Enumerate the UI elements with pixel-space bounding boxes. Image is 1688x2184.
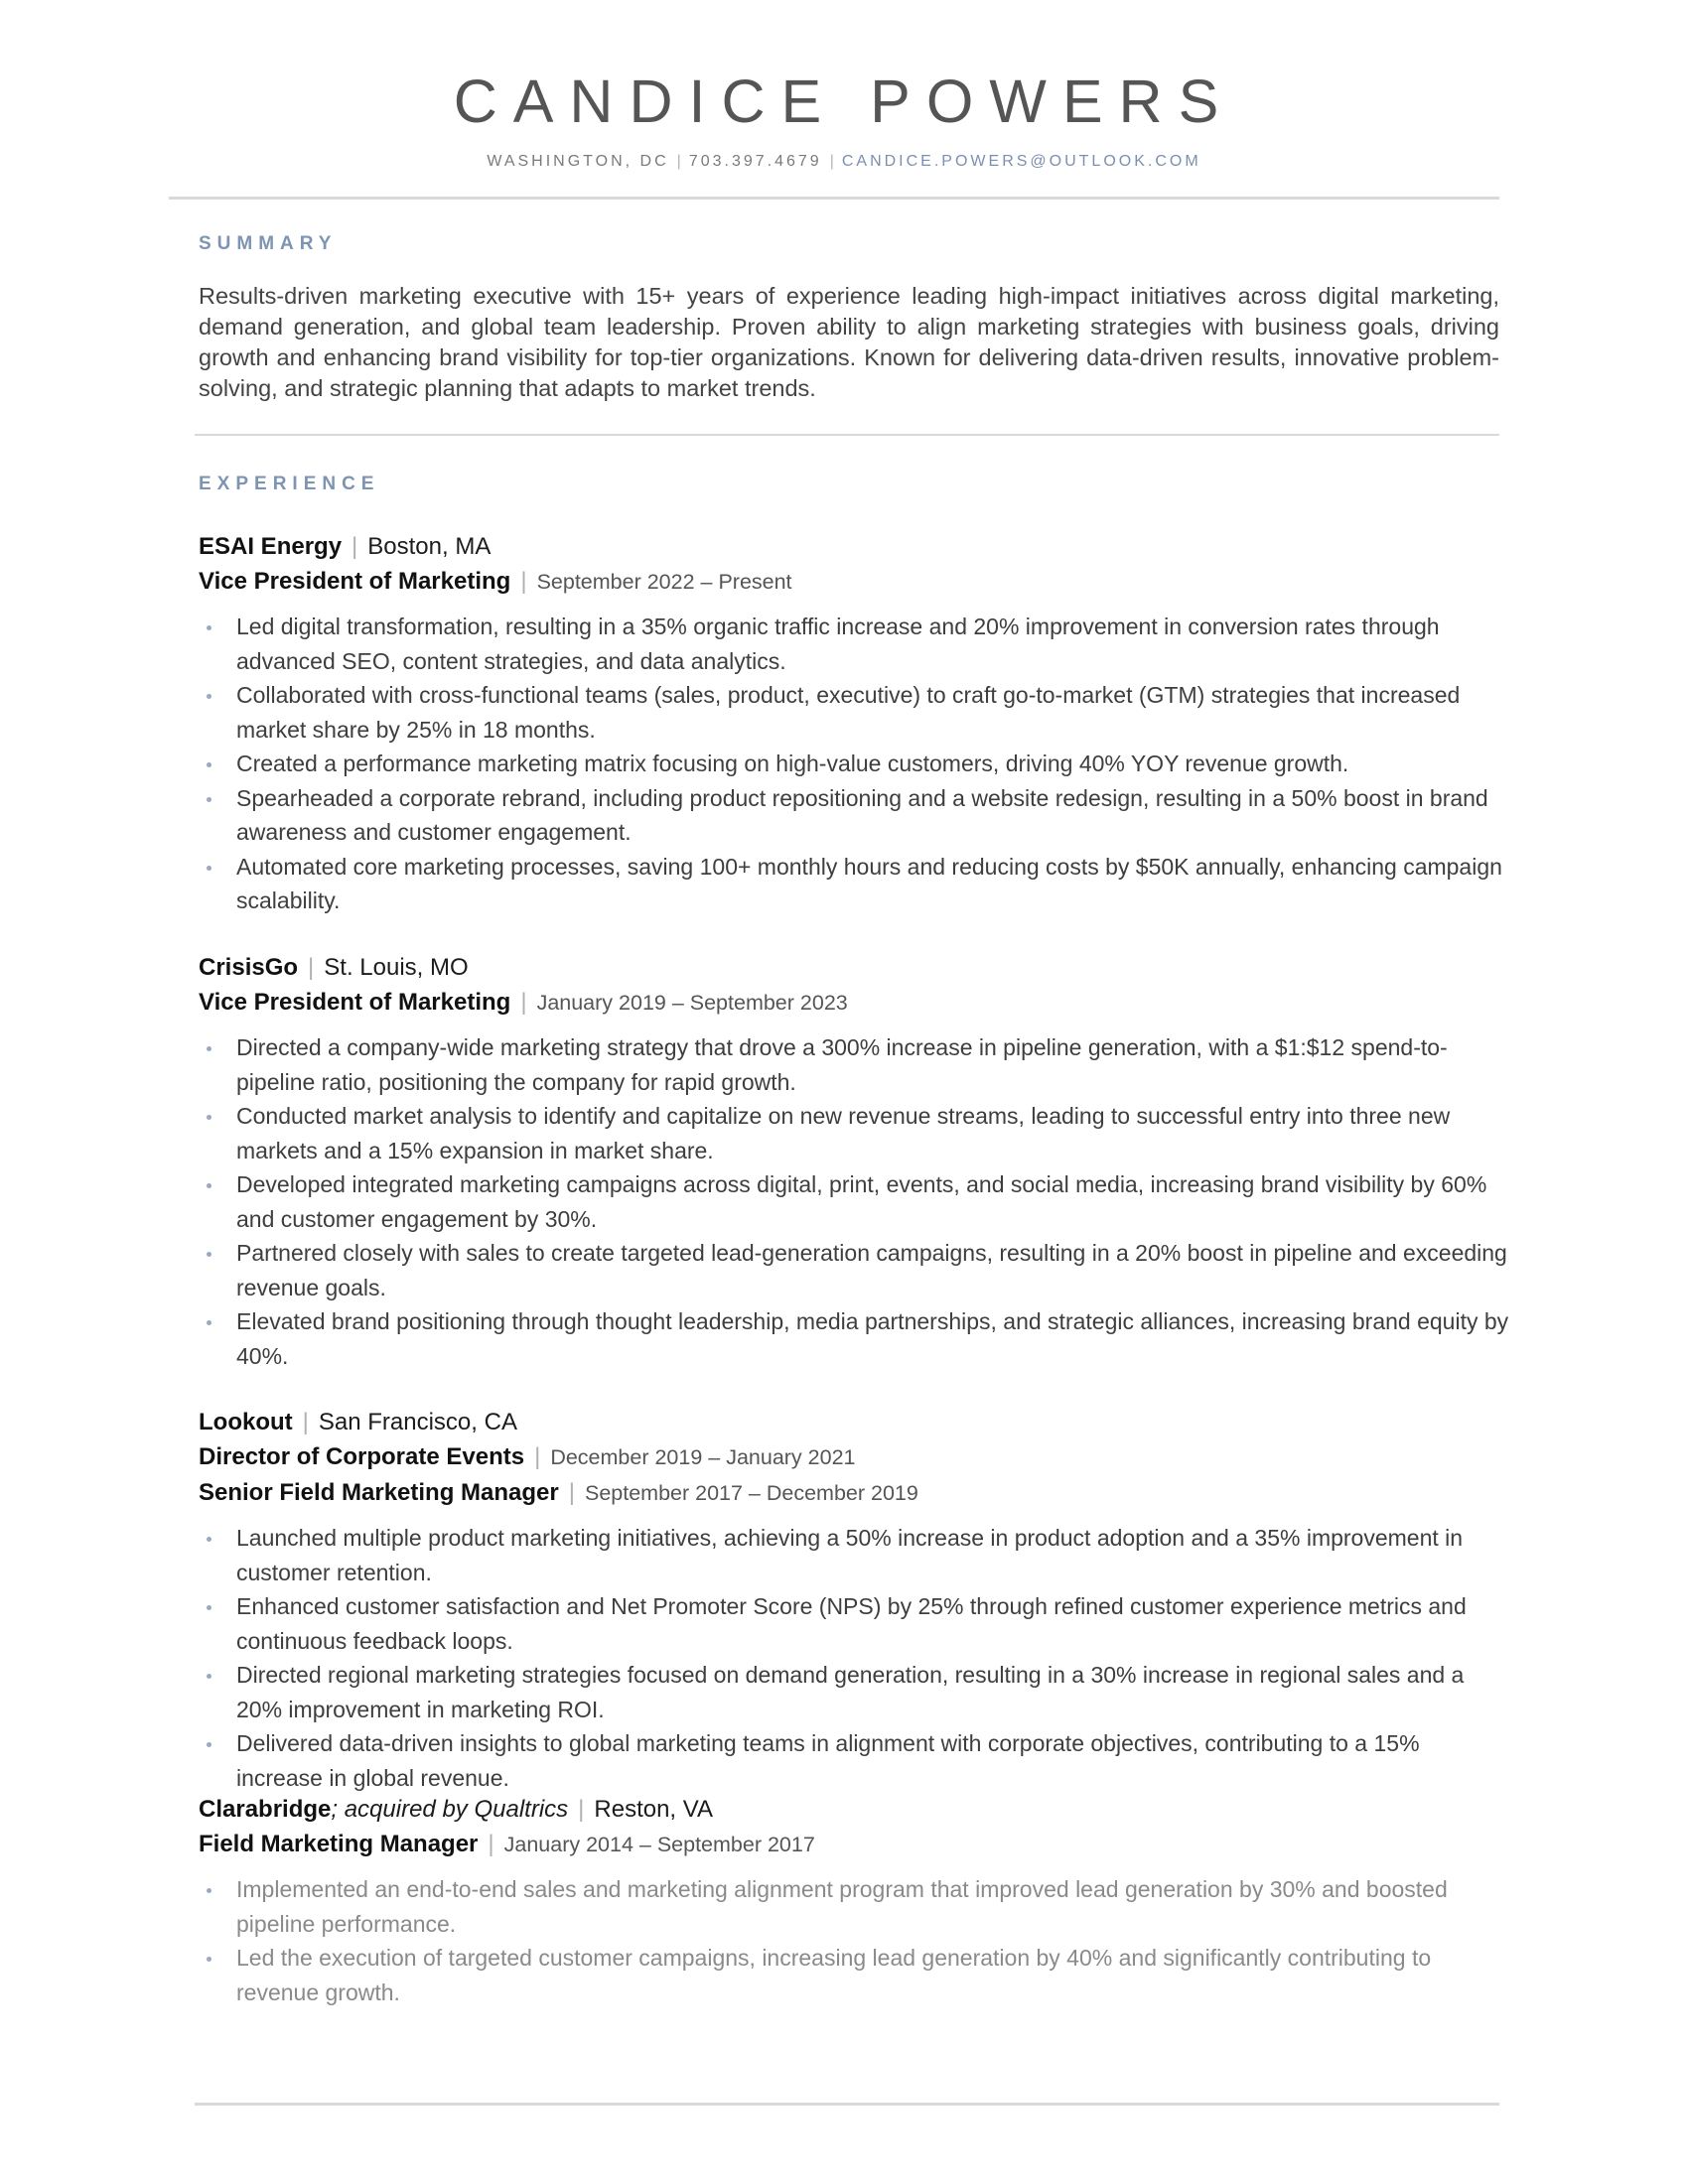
company-location: St. Louis, MO — [324, 954, 469, 981]
header-divider — [169, 197, 1499, 200]
bullet-text: Conducted market analysis to identify and capitalize on new revenue streams, leading to successful entry into three new markets and a 15% expansion in market share. — [236, 1103, 1451, 1163]
list-item — [199, 678, 1509, 747]
list-item — [199, 1658, 1509, 1726]
bullet-icon — [207, 1046, 211, 1051]
achievement-list — [199, 1872, 1509, 2009]
bullet-text: Collaborated with cross-functional teams (sales, product, executive) to craft go-to-market (GTM) strategies that increased market share by 25% in 18 months. — [236, 682, 1461, 743]
bullet-icon — [207, 694, 211, 699]
company-location: Reston, VA — [594, 1796, 714, 1823]
list-item — [199, 610, 1509, 678]
contact-phone: 703.397.4679 — [688, 153, 822, 170]
achievement-list — [199, 1521, 1509, 1795]
role-title: Field Marketing Manager — [199, 1831, 479, 1857]
footer-divider — [195, 2103, 1499, 2106]
bullet-icon — [207, 762, 211, 767]
pipe-separator: | — [308, 954, 315, 981]
bullet-text: Enhanced customer satisfaction and Net Promoter Score (NPS) by 25% through refined customer experience metrics and continuous feedback loops. — [236, 1593, 1467, 1654]
company-name: Clarabridge — [199, 1796, 332, 1823]
contact-separator: | — [829, 153, 834, 170]
bullet-icon — [207, 1183, 211, 1188]
list-item — [199, 850, 1509, 918]
pipe-separator: | — [302, 1409, 309, 1435]
summary-heading: SUMMARY — [199, 233, 338, 254]
list-item — [199, 1941, 1509, 2009]
role-dates: January 2019 – September 2023 — [536, 991, 848, 1015]
pipe-separator: | — [578, 1796, 585, 1823]
summary-text: Results-driven marketing executive with 15+ years of experience leading high-impact initiatives across digital marketing, demand generation, and global team leadership. Proven ability to align marketing strategies with business goals, driving growth and enhancing brand visibility for top-tier organizations. Known for delivering data-driven results, innovative problem-solving, and strategic planning that adapts to market trends. — [199, 283, 1499, 401]
role-title: Director of Corporate Events — [199, 1443, 525, 1470]
bullet-icon — [207, 1888, 211, 1893]
role-line — [199, 985, 1509, 1021]
job-entry-clarabridge — [199, 1792, 1509, 2009]
list-item — [199, 1030, 1509, 1099]
bullet-text: Spearheaded a corporate rebrand, including product repositioning and a website redesign, resulting in a 50% boost in brand awareness and customer engagement. — [236, 784, 1488, 845]
role-dates: September 2022 – Present — [536, 570, 792, 594]
company-name: ESAI Energy — [199, 533, 343, 560]
job-header — [199, 950, 1509, 985]
job-header — [199, 529, 1509, 564]
bullet-text: Delivered data-driven insights to global marketing teams in alignment with corporate objectives, contributing to a 15% increase in global revenue. — [236, 1730, 1420, 1791]
bullet-icon — [207, 866, 211, 871]
bullet-text: Partnered closely with sales to create targeted lead-generation campaigns, resulting in a 20% boost in pipeline and exceeding revenue goals. — [236, 1240, 1507, 1300]
bullet-text: Created a performance marketing matrix focusing on high-value customers, driving 40% YOY revenue growth. — [236, 751, 1349, 776]
experience-heading: EXPERIENCE — [199, 474, 380, 494]
company-location: Boston, MA — [367, 533, 492, 560]
bullet-icon — [207, 797, 211, 802]
bullet-text: Developed integrated marketing campaigns across digital, print, events, and social media, increasing brand visibility by 60% and customer engagement by 30%. — [236, 1171, 1487, 1232]
pipe-separator: | — [568, 1479, 575, 1506]
role-dates: January 2014 – September 2017 — [503, 1833, 815, 1856]
list-item — [199, 747, 1509, 781]
list-item — [199, 1521, 1509, 1589]
bullet-icon — [207, 1537, 211, 1542]
pipe-separator: | — [520, 989, 527, 1016]
job-entry-crisisgo — [199, 950, 1509, 1373]
job-header — [199, 1792, 1509, 1827]
list-item — [199, 1589, 1509, 1658]
bullet-icon — [207, 1742, 211, 1747]
bullet-icon — [207, 1115, 211, 1120]
list-item — [199, 1872, 1509, 1941]
bullet-text: Led the execution of targeted customer campaigns, increasing lead generation by 40% and significantly contributing to revenue growth. — [236, 1945, 1432, 2005]
candidate-name: CANDICE POWERS — [453, 68, 1235, 135]
list-item — [199, 1236, 1509, 1304]
role-title: Vice President of Marketing — [199, 989, 511, 1016]
summary-divider — [195, 434, 1499, 436]
job-header — [199, 1405, 1509, 1439]
bullet-icon — [207, 1674, 211, 1679]
bullet-icon — [207, 625, 211, 630]
bullet-icon — [207, 1252, 211, 1257]
role-line — [199, 1439, 1509, 1475]
acquisition-note: ; acquired by Qualtrics — [331, 1796, 569, 1823]
job-entry-lookout — [199, 1405, 1509, 1795]
role-dates: December 2019 – January 2021 — [550, 1445, 856, 1469]
company-location: San Francisco, CA — [318, 1409, 517, 1435]
contact-email[interactable]: CANDICE.POWERS@OUTLOOK.COM — [841, 153, 1201, 170]
pipe-separator: | — [352, 533, 358, 560]
contact-line — [0, 154, 1688, 170]
achievement-list — [199, 610, 1509, 918]
company-name: Lookout — [199, 1409, 293, 1435]
bullet-text: Elevated brand positioning through thought leadership, media partnerships, and strategic alliances, increasing brand equity by 40%. — [236, 1308, 1509, 1369]
list-item — [199, 1167, 1509, 1236]
list-item — [199, 1726, 1509, 1795]
list-item — [199, 1304, 1509, 1373]
role-title: Vice President of Marketing — [199, 568, 511, 595]
bullet-icon — [207, 1605, 211, 1610]
achievement-list — [199, 1030, 1509, 1373]
pipe-separator: | — [488, 1831, 494, 1857]
job-entry-esai-energy — [199, 529, 1509, 918]
role-dates: September 2017 – December 2019 — [584, 1481, 918, 1505]
list-item — [199, 1099, 1509, 1167]
bullet-text: Directed regional marketing strategies focused on demand generation, resulting in a 30% increase in regional sales and a 20% improvement in marketing ROI. — [236, 1662, 1465, 1722]
pipe-separator: | — [520, 568, 527, 595]
bullet-icon — [207, 1320, 211, 1325]
bullet-icon — [207, 1957, 211, 1962]
list-item — [199, 781, 1509, 850]
company-name: CrisisGo — [199, 954, 299, 981]
contact-separator: | — [676, 153, 681, 170]
bullet-text: Automated core marketing processes, saving 100+ monthly hours and reducing costs by $50K annually, enhancing campaign scalability. — [236, 853, 1502, 913]
role-line — [199, 1475, 1509, 1511]
pipe-separator: | — [534, 1443, 541, 1470]
bullet-text: Implemented an end-to-end sales and marketing alignment program that improved lead generation by 30% and boosted pipeline performance. — [236, 1876, 1448, 1937]
contact-location: WASHINGTON, DC — [487, 153, 669, 170]
bullet-text: Launched multiple product marketing initiatives, achieving a 50% increase in product adoption and a 35% improvement in customer retention. — [236, 1525, 1464, 1585]
role-line — [199, 1827, 1509, 1862]
role-title: Senior Field Marketing Manager — [199, 1479, 559, 1506]
bullet-text: Directed a company-wide marketing strategy that drove a 300% increase in pipeline generation, with a $1:$12 spend-to-pipeline ratio, positioning the company for rapid growth. — [236, 1034, 1448, 1095]
bullet-text: Led digital transformation, resulting in a 35% organic traffic increase and 20% improvement in conversion rates through advanced SEO, content strategies, and data analytics. — [236, 614, 1440, 674]
role-line — [199, 564, 1509, 600]
